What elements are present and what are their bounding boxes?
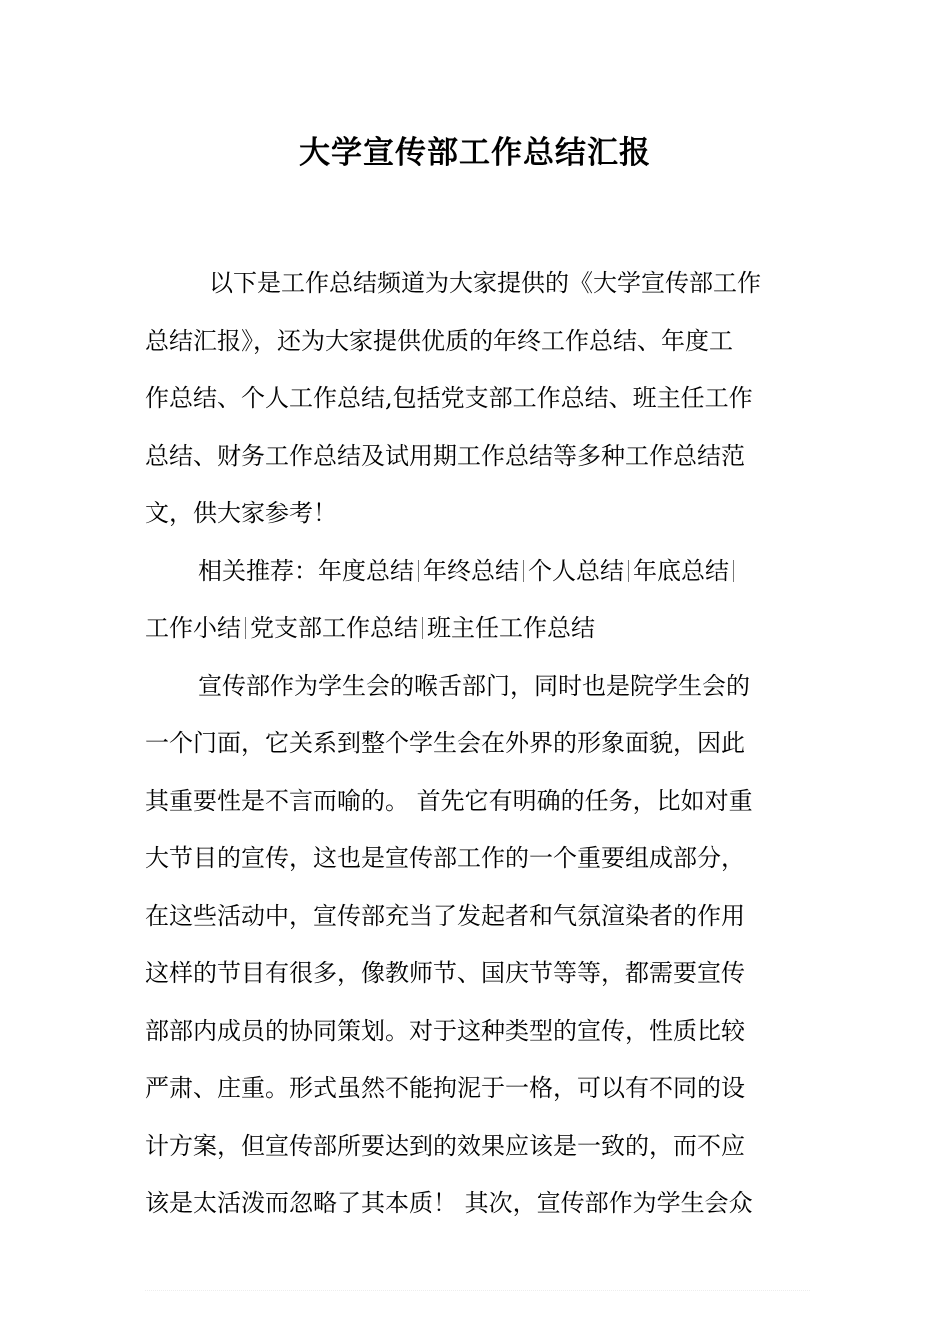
body-line: 这样的节目有很多，像教师节、国庆节等等，都需要宣传 — [145, 959, 745, 987]
related-line — [145, 600, 810, 658]
intro-line: 以下是工作总结频道为大家提供的《大学宣传部工作 — [209, 269, 761, 297]
document-body — [145, 255, 810, 1233]
body-line: 部部内成员的协同策划。对于这种类型的宣传，性质比较 — [145, 1016, 745, 1045]
related-link-year-bottom[interactable]: 年底总结 — [633, 556, 729, 585]
body-line: 其重要性是不言而喻的。 首先它有明确的任务，比如对重 — [145, 786, 753, 815]
related-line — [145, 543, 810, 601]
separator — [418, 560, 419, 582]
body-line: 在这些活动中，宣传部充当了发起者和气氛渲染者的作用 — [145, 901, 745, 930]
intro-line: 总结、财务工作总结及试用期工作总结等多种工作总结范 — [145, 441, 745, 470]
body-line: 一个门面，它关系到整个学生会在外界的形象面貌，因此 — [145, 729, 745, 757]
main-paragraph — [145, 658, 810, 1233]
separator — [245, 617, 246, 639]
related-link-party-branch[interactable]: 党支部工作总结 — [250, 614, 418, 642]
body-line: 该是太活泼而忽略了其本质！ 其次，宣传部作为学生会众 — [145, 1189, 753, 1217]
separator — [733, 560, 734, 582]
intro-line: 总结汇报》，还为大家提供优质的年终工作总结、年度工 — [145, 326, 733, 355]
intro-line: 文，供大家参考！ — [145, 499, 337, 527]
separator — [523, 560, 524, 582]
document-title: 大学宣传部工作总结汇报 — [299, 135, 651, 171]
intro-line: 作总结、个人工作总结,包括党支部工作总结、班主任工作 — [145, 384, 753, 412]
related-link-year-end[interactable]: 年终总结 — [423, 556, 519, 585]
related-link-class-teacher[interactable]: 班主任工作总结 — [427, 614, 595, 642]
separator — [628, 560, 629, 582]
related-label: 相关推荐： — [198, 556, 318, 585]
intro-paragraph — [145, 255, 810, 543]
body-line: 大节目的宣传，这也是宣传部工作的一个重要组成部分， — [145, 844, 745, 872]
related-link-brief[interactable]: 工作小结 — [145, 614, 241, 642]
related-link-annual[interactable]: 年度总结 — [318, 556, 414, 585]
body-line: 宣传部作为学生会的喉舌部门，同时也是院学生会的 — [198, 671, 750, 700]
footer-divider — [145, 1290, 810, 1292]
body-line: 计方案，但宣传部所要达到的效果应该是一致的，而不应 — [145, 1131, 745, 1160]
separator — [422, 617, 423, 639]
body-line: 严肃、庄重。形式虽然不能拘泥于一格，可以有不同的设 — [145, 1074, 745, 1102]
related-link-personal[interactable]: 个人总结 — [528, 556, 624, 585]
related-paragraph — [145, 543, 810, 658]
